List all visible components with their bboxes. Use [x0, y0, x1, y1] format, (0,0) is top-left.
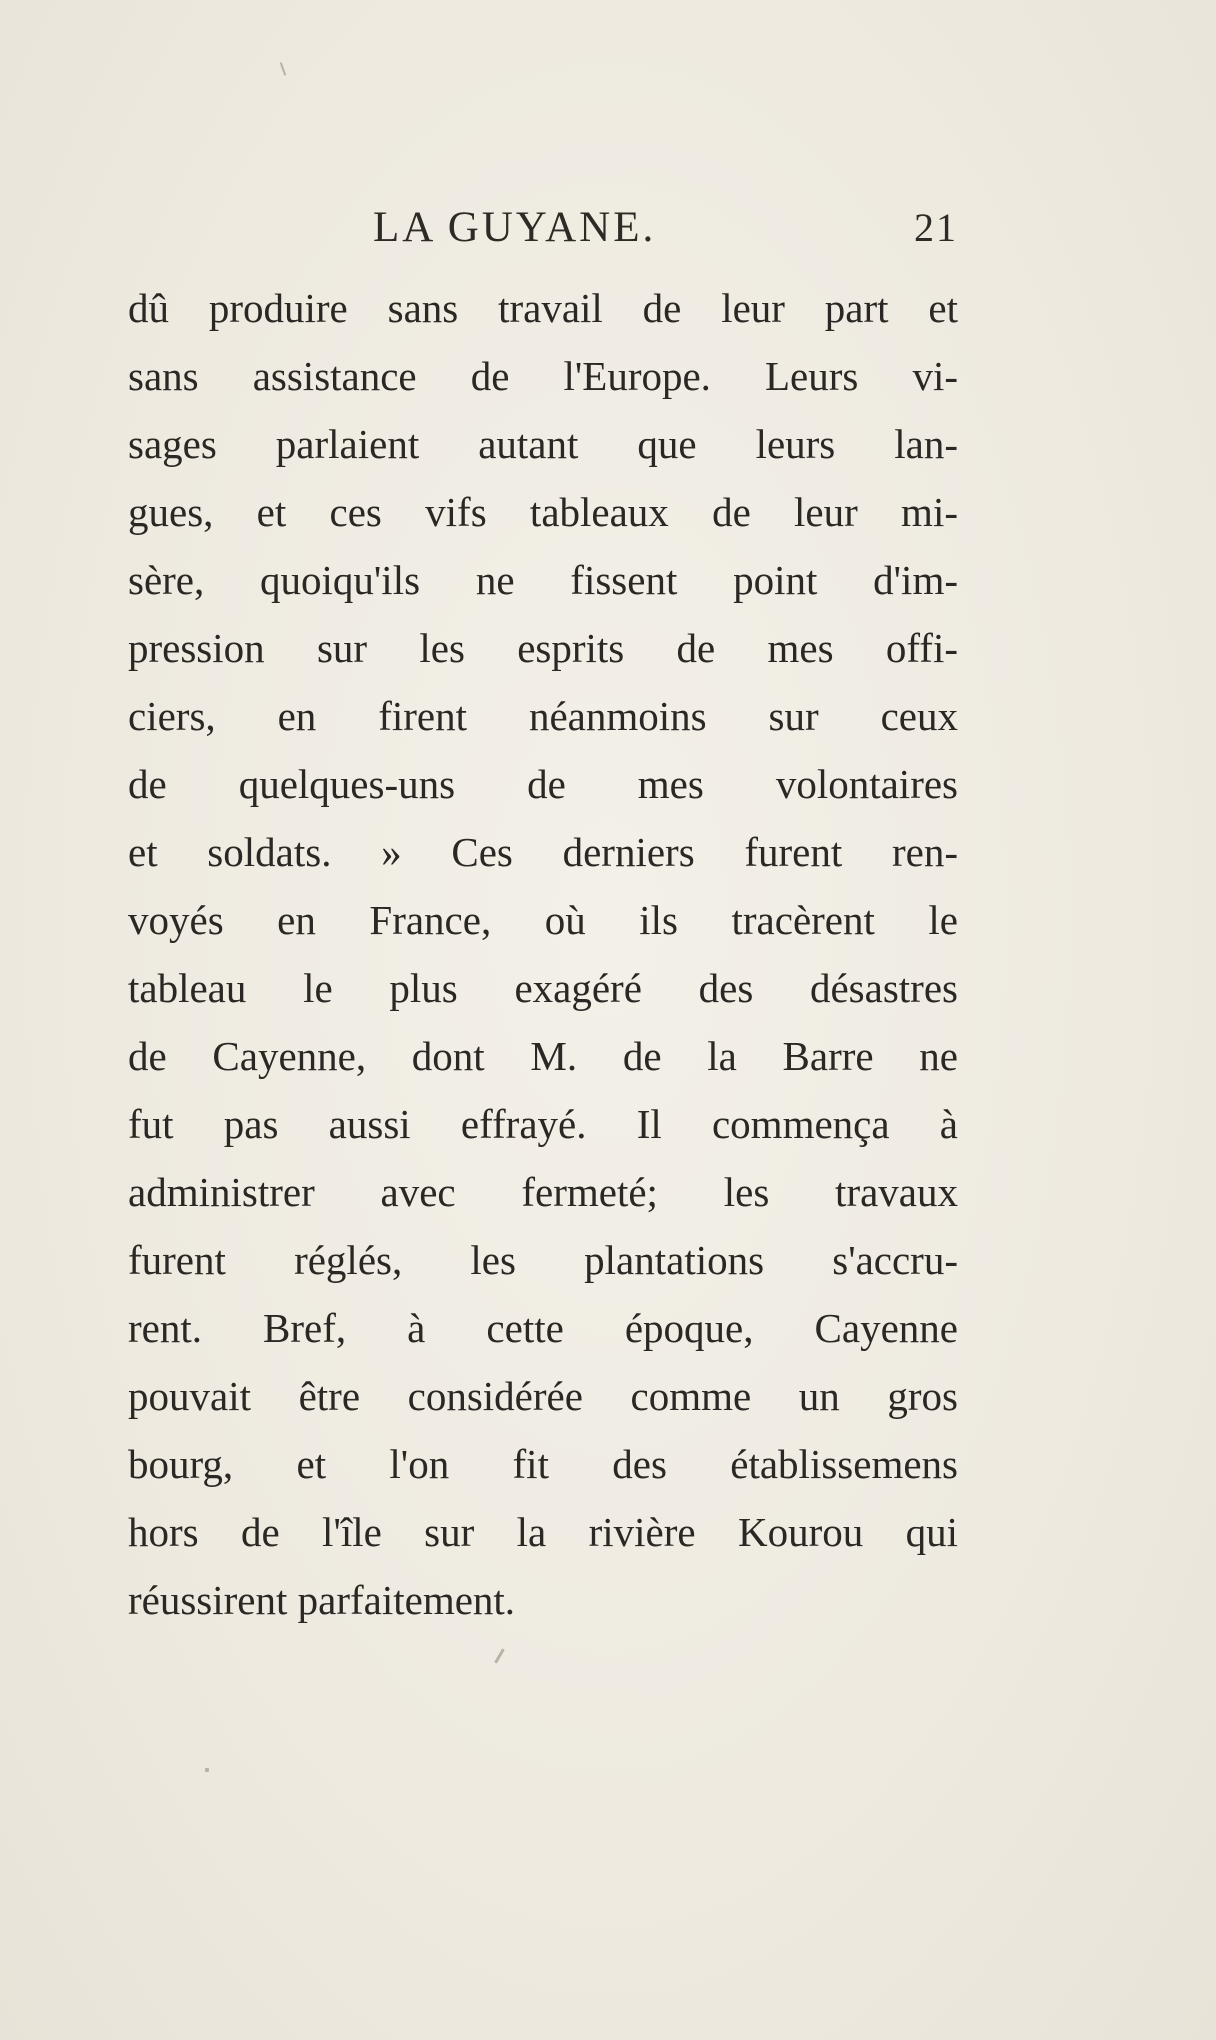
text-line: tableau le plus exagéré des désastres: [128, 965, 958, 1011]
text-line: voyés en France, où ils tracèrent le: [128, 897, 958, 943]
text-line: fut pas aussi effrayé. Il commença à: [128, 1101, 958, 1147]
running-head: [128, 198, 958, 258]
paper-speck: [205, 1768, 209, 1772]
running-title: LA GUYANE.: [373, 204, 657, 251]
text-line: rent. Bref, à cette époque, Cayenne: [128, 1305, 958, 1351]
text-line: hors de l'île sur la rivière Kourou qui: [128, 1509, 958, 1555]
text-line: dû produire sans travail de leur part et: [128, 285, 958, 331]
text-line: pouvait être considérée comme un gros: [128, 1373, 958, 1419]
text-line: bourg, et l'on fit des établissemens: [128, 1441, 958, 1487]
page-number: 21: [914, 205, 958, 250]
body-text: [128, 274, 958, 1634]
text-line: sans assistance de l'Europe. Leurs vi-: [128, 353, 958, 399]
paper-speck: [494, 1648, 505, 1663]
text-line: sère, quoiqu'ils ne fissent point d'im-: [128, 557, 958, 603]
text-line: réussirent parfaitement.: [128, 1577, 516, 1623]
text-line: administrer avec fermeté; les travaux: [128, 1169, 958, 1215]
text-line: ciers, en firent néanmoins sur ceux: [128, 693, 958, 739]
text-line: et soldats. » Ces derniers furent ren-: [128, 829, 958, 875]
text-line: de Cayenne, dont M. de la Barre ne: [128, 1033, 958, 1079]
text-line: pression sur les esprits de mes offi-: [128, 625, 958, 671]
text-line: furent réglés, les plantations s'accru-: [128, 1237, 958, 1283]
text-line: sages parlaient autant que leurs lan-: [128, 421, 958, 467]
text-line: de quelques-uns de mes volontaires: [128, 761, 958, 807]
text-line: gues, et ces vifs tableaux de leur mi-: [128, 489, 958, 535]
paper-speck: [280, 62, 287, 76]
